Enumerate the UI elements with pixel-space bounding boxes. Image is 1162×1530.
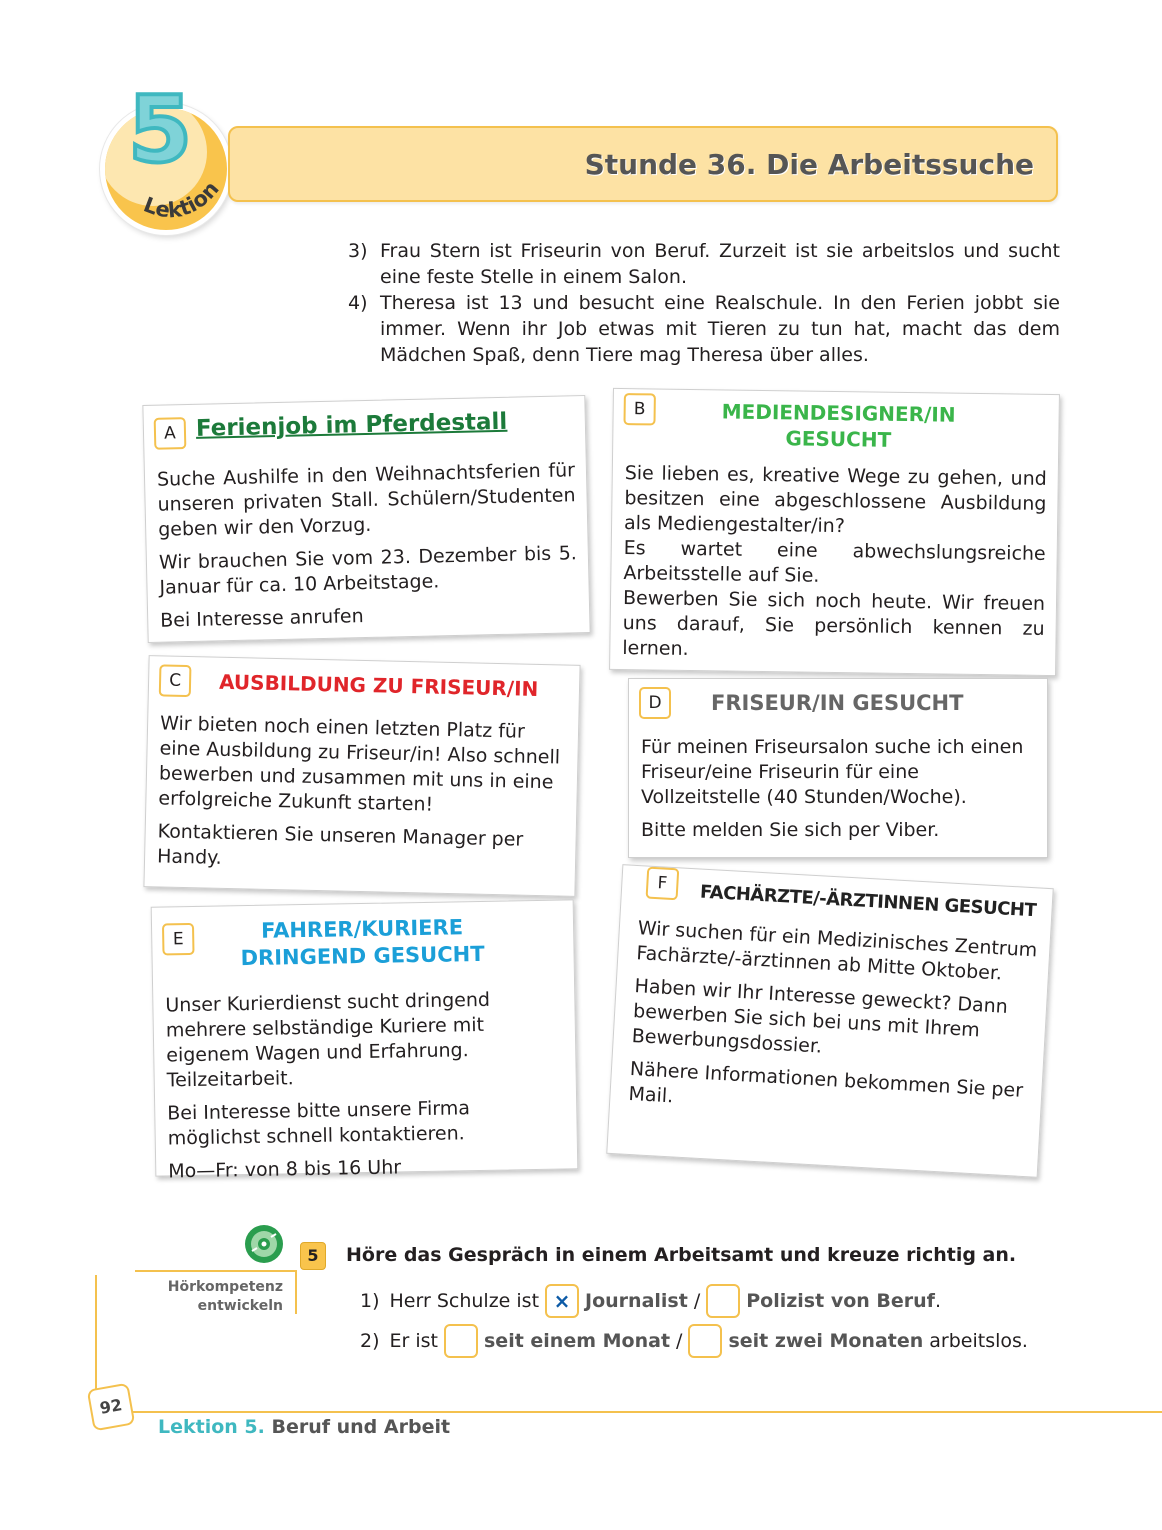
card-body [157, 711, 571, 886]
card-text: Wir brauchen Sie vom 23. Dezember bis 5. Januar für ca. 10 Arbeitstage. [158, 542, 578, 599]
ad-card-b [609, 388, 1060, 676]
card-title: AUSBILDUNG ZU FRISEUR/IN [218, 669, 539, 701]
card-title: Ferienjob im Pferdestall [195, 408, 508, 442]
intro-item [348, 238, 1060, 290]
card-title-line: FAHRER/KURIERE [260, 915, 464, 943]
card-title-line: DRINGEND GESUCHT [240, 941, 485, 971]
option-text: Journalist [585, 1290, 688, 1312]
card-text: Bei Interesse anrufen [160, 605, 364, 632]
card-title [673, 398, 1004, 455]
card-text: Bewerben Sie sich noch heute. Wir freuen uns darauf, Sie persönlich kennen zu lernen. [622, 587, 1046, 660]
intro-num: 3) [348, 240, 368, 262]
exercise-task: Höre das Gespräch in einem Arbeitsamt und kreuze richtig an. [346, 1244, 1017, 1266]
skill-divider [135, 1270, 295, 1272]
item-end: . [934, 1290, 941, 1312]
footer-text [158, 1416, 450, 1438]
card-text: Bei Interesse bitte unsere Firma möglichst schnell kontaktieren. [167, 1097, 471, 1150]
card-body [157, 458, 579, 641]
footer-topic: Beruf und Arbeit [271, 1416, 451, 1438]
card-badge: B [623, 393, 655, 425]
header-banner [228, 126, 1058, 202]
ad-card-e [151, 899, 579, 1183]
card-badge: F [646, 867, 680, 901]
margin-line [95, 1275, 97, 1390]
exercise-item-1 [360, 1284, 941, 1318]
card-body [641, 735, 1036, 851]
option-text: seit zwei Monaten [728, 1330, 924, 1352]
option-separator: / [693, 1290, 701, 1312]
item-prefix: Er ist [389, 1330, 438, 1352]
exercise-item-2 [360, 1324, 1028, 1358]
footer-lesson: Lektion 5. [158, 1416, 265, 1438]
card-title [212, 913, 513, 972]
checkbox-one-month[interactable] [444, 1324, 478, 1358]
card-text: Sie lieben es, kreative Wege zu gehen, und besitzen eine abgeschlossene Ausbildung als Mediengestalter/in? [623, 462, 1047, 538]
item-end: arbeitslos. [929, 1330, 1028, 1352]
intro-list [348, 238, 1060, 368]
option-separator: / [676, 1330, 683, 1352]
card-text: Bitte melden Sie sich per Viber. [641, 819, 940, 841]
card-text: Nähere Informationen bekommen Sie per Mail. [628, 1057, 1024, 1108]
intro-num: 4) [348, 292, 368, 314]
option-text: seit einem Monat [484, 1330, 671, 1352]
intro-text: Theresa ist 13 und besucht eine Realschule. In den Ferien jobbt sie immer. Wenn ihr Job etwas mit Tieren zu tun hat, macht das dem Mädchen Spaß, denn Tiere mag Theresa über alles. [380, 292, 1060, 366]
page-number: 92 [87, 1383, 136, 1432]
ad-card-d [628, 678, 1048, 858]
card-body [622, 461, 1047, 667]
card-text: Unser Kurierdienst sucht dringend mehrere selbständige Kuriere mit eigenem Wagen und Erfahrung. Teilzeitarbeit. [165, 988, 491, 1092]
item-prefix: Herr Schulze ist [389, 1290, 540, 1312]
card-text: Mo—Fr: von 8 bis 16 Uhr [168, 1156, 402, 1183]
item-number: 2) [360, 1330, 380, 1352]
card-text: Kontaktieren Sie unseren Manager per Handy. [156, 820, 524, 869]
card-badge: C [159, 664, 192, 697]
ad-card-a [142, 395, 590, 643]
card-badge: A [154, 417, 187, 450]
card-title-line: MEDIENDESIGNER/IN [721, 399, 956, 427]
skill-label-line: entwickeln [197, 1298, 283, 1314]
svg-text:Lektion [140, 177, 223, 223]
lesson-number: 5 [128, 76, 193, 183]
checkbox-polizist[interactable] [706, 1284, 740, 1318]
card-text: Wir suchen für ein Medizinisches Zentrum Fachärzte/-ärztinnen ab Mitte Oktober. [635, 917, 1038, 985]
checkbox-journalist[interactable]: × [545, 1284, 579, 1318]
card-badge: D [639, 687, 671, 719]
exercise-number: 5 [300, 1242, 326, 1270]
card-badge: E [162, 923, 195, 956]
card-title-line: GESUCHT [785, 426, 892, 452]
card-body [165, 987, 566, 1193]
ad-card-f [606, 864, 1054, 1178]
card-title: FACHÄRZTE/-ÄRZTINNEN GESUCHT [699, 881, 1037, 922]
checkbox-two-months[interactable] [688, 1324, 722, 1358]
lesson-word: Lektion [140, 176, 224, 223]
option-text: Polizist von Beruf [746, 1290, 935, 1312]
cd-icon [243, 1223, 285, 1265]
card-text: Suche Aushilfe in den Weihnachtsferien für unseren privaten Stall. Schülern/Studenten geben wir den Vorzug. [156, 459, 576, 541]
card-text: Haben wir Ihr Interesse geweckt? Dann bewerben Sie sich bei uns mit Ihrem Bewerbungsdossier. [631, 975, 1009, 1058]
card-text: Wir bieten noch einen letzten Platz für eine Ausbildung zu Friseur/in! Also schnell bewerben und zusammen mit uns in eine erfolgreiche Zukunft starten! [158, 712, 561, 816]
ad-card-c [143, 655, 580, 897]
footer-line [130, 1411, 1162, 1413]
page-title: Stunde 36. Die Arbeitssuche [584, 148, 1034, 181]
intro-item [348, 290, 1060, 368]
skill-label [140, 1278, 283, 1316]
card-title: FRISEUR/IN GESUCHT [711, 691, 964, 715]
skill-divider-vertical [295, 1270, 297, 1314]
card-text: Für meinen Friseursalon suche ich einen Friseur/eine Friseurin für eine Vollzeitstelle (40 Stunden/Woche). [641, 736, 1024, 808]
card-body [627, 916, 1037, 1137]
item-number: 1) [360, 1290, 380, 1312]
intro-text: Frau Stern ist Friseurin von Beruf. Zurzeit ist sie arbeitslos und sucht eine feste Stelle in einem Salon. [380, 240, 1060, 288]
card-text: Es wartet eine abwechslungsreiche Arbeitsstelle auf Sie. [623, 537, 1046, 587]
skill-label-line: Hörkompetenz [167, 1279, 283, 1295]
